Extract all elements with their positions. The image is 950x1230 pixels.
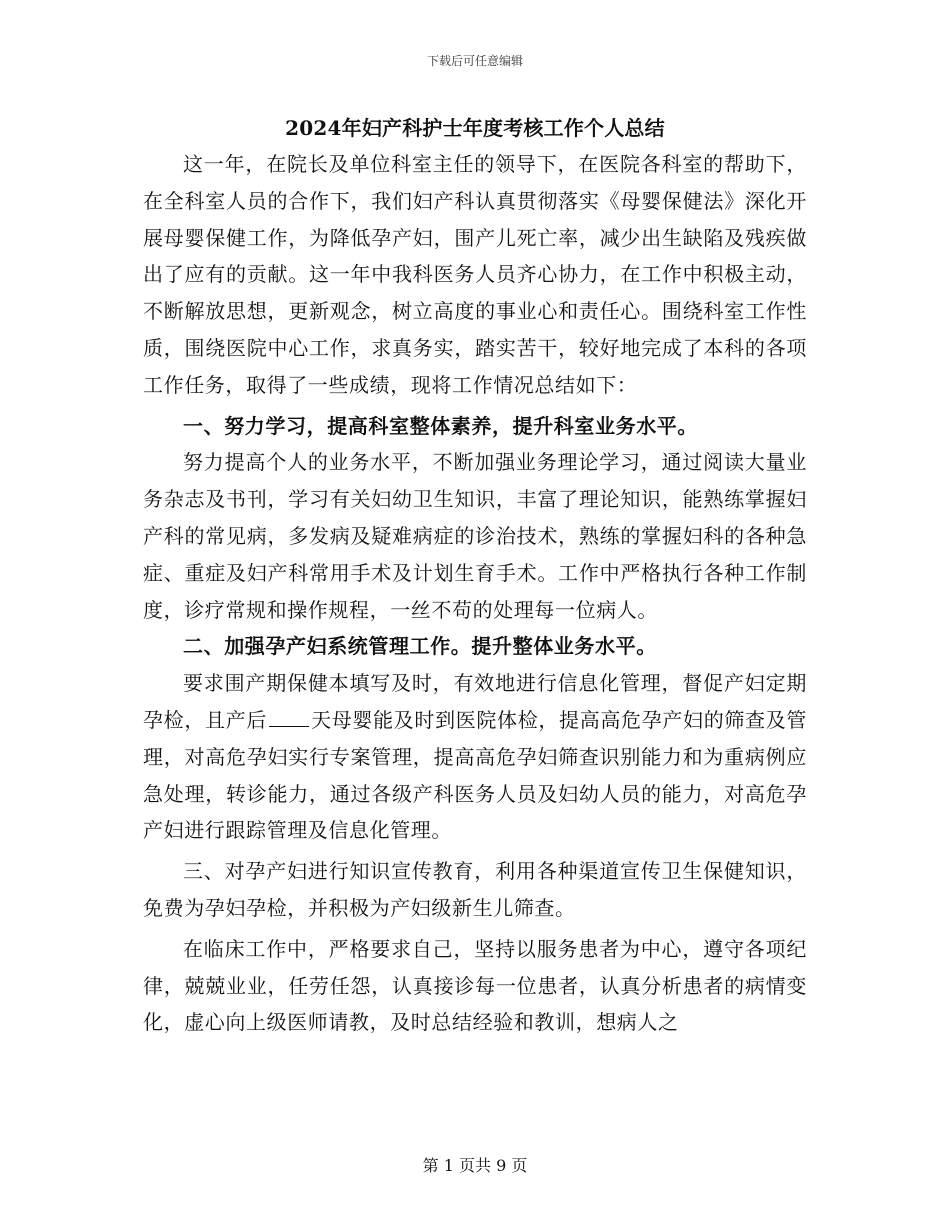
section-1-heading: 一、努力学习，提高科室整体素养，提升科室业务水平。 xyxy=(183,413,698,438)
fill-in-blank xyxy=(269,704,309,727)
document-body xyxy=(143,112,807,1041)
page-number-footer: 第 1 页共 9 页 xyxy=(422,1156,528,1175)
document-title: 2024年妇产科护士年度考核工作个人总结 xyxy=(285,116,665,140)
clinical-work-paragraph: 在临床工作中，严格要求自己，坚持以服务患者为中心，遵守各项纪律，兢兢业业，任劳任怨，认真接诊每一位患者，认真分析患者的病情变化，虚心向上级医师请教，及时总结经验和教训，想病人之 xyxy=(143,936,807,1035)
section-2-heading: 二、加强孕产妇系统管理工作。提升整体业务水平。 xyxy=(183,634,657,659)
section-2-paragraph xyxy=(143,665,807,849)
intro-paragraph: 这一年，在院长及单位科室主任的领导下，在医院各科室的帮助下，在全科室人员的合作下，我们妇产科认真贯彻落实《母婴保健法》深化开展母婴保健工作，为降低孕产妇，围产儿死亡率，减少出生缺陷及残疾做出了应有的贡献。这一年中我科医务人员齐心协力，在工作中积极主动，不断解放思想，更新观念，树立高度的事业心和责任心。围绕科室工作性质，围绕医院中心工作，求真务实，踏实苦干，较好地完成了本科的各项工作任务，取得了一些成绩，现将工作情况总结如下： xyxy=(143,152,807,397)
section-3-paragraph: 三、对孕产妇进行知识宣传教育，利用各种渠道宣传卫生保健知识，免费为孕妇孕检，并积极为产妇级新生儿筛查。 xyxy=(143,859,807,920)
section-2-text-part-2: 天母婴能及时到医院体检，提高高危孕产妇的筛查及管理，对高危孕妇实行专案管理，提高高危孕妇筛查识别能力和为重病例应急处理，转诊能力，通过各级产科医务人员及妇幼人员的能力，对高危孕产妇进行跟踪管理及信息化管理。 xyxy=(143,707,807,843)
section-1-paragraph: 努力提高个人的业务水平，不断加强业务理论学习，通过阅读大量业务杂志及书刊，学习有关妇幼卫生知识，丰富了理论知识，能熟练掌握妇产科的常见病，多发病及疑难病症的诊治技术，熟练的掌握妇科的各种急症、重症及妇产科常用手术及计划生育手术。工作中严格执行各种工作制度，诊疗常规和操作规程，一丝不苟的处理每一位病人。 xyxy=(143,450,807,622)
page-header-note: 下载后可任意编辑 xyxy=(426,54,523,68)
section-2-text-part-1: 要求围产期保健本填写及时，有效地进行信息化管理，督促产妇定期孕检，且产后 xyxy=(143,671,807,732)
